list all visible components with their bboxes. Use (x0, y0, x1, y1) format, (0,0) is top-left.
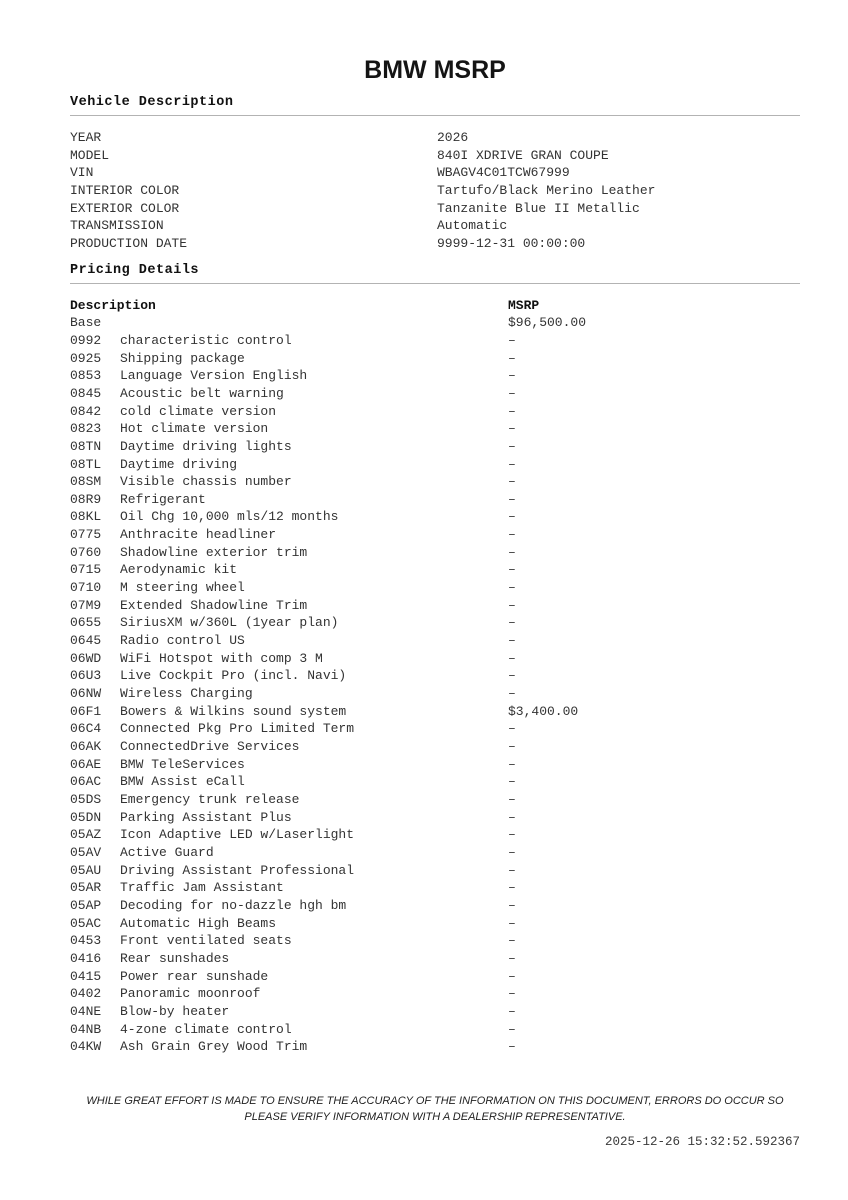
option-code: 0415 (70, 968, 102, 984)
pricing-row (70, 773, 800, 791)
option-description: BMW Assist eCall (120, 774, 245, 790)
pricing-row (70, 809, 800, 827)
vehicle-field-row (70, 217, 800, 235)
option-description: Front ventilated seats (120, 933, 292, 949)
option-msrp-value: – (508, 350, 516, 366)
pricing-details-heading: Pricing Details (70, 262, 200, 278)
option-code: 08KL (70, 509, 102, 525)
option-code: 0655 (70, 615, 102, 631)
vehicle-field-value: Tartufo/Black Merino Leather (437, 182, 656, 198)
disclaimer-text: WHILE GREAT EFFORT IS MADE TO ENSURE THE ACCURACY OF THE INFORMATION ON THIS DOCUMENT, ERRORS DO OCCUR SO PLEASE VERIFY INFORMATION WITH A DEALERSHIP REPRESENTATIVE. (86, 1094, 784, 1123)
option-code: 08TN (70, 438, 102, 454)
option-msrp-value: – (508, 986, 516, 1002)
option-description: Power rear sunshade (120, 968, 269, 984)
option-msrp-value: – (508, 615, 516, 631)
vehicle-field-row (70, 182, 800, 200)
option-msrp-value: – (508, 756, 516, 772)
option-msrp-value: – (508, 491, 516, 507)
option-description: Blow-by heater (120, 1003, 230, 1019)
vehicle-field-row (70, 200, 800, 218)
option-msrp-value: – (508, 950, 516, 966)
option-code: 0992 (70, 332, 102, 348)
option-code: 05AP (70, 897, 102, 913)
pricing-row (70, 314, 800, 332)
option-code: 0845 (70, 385, 102, 401)
vehicle-field-value: Tanzanite Blue II Metallic (437, 200, 640, 216)
option-code: 05AC (70, 915, 102, 931)
option-msrp-value: – (508, 332, 516, 348)
option-code: 04NE (70, 1003, 102, 1019)
option-code: 06AC (70, 774, 102, 790)
option-code: 0715 (70, 562, 102, 578)
vehicle-field-label: TRANSMISSION (70, 218, 164, 234)
option-code: 06AK (70, 739, 102, 754)
option-msrp-value: – (508, 650, 516, 666)
option-msrp-value: – (508, 438, 516, 454)
pricing-row (70, 632, 800, 650)
pricing-row (70, 350, 800, 368)
option-msrp-value: – (508, 809, 516, 825)
option-code: 05AU (70, 862, 102, 878)
pricing-row (70, 738, 800, 756)
vehicle-field-label: INTERIOR COLOR (70, 182, 180, 198)
option-description: Bowers & Wilkins sound system (120, 703, 347, 719)
pricing-table-header (70, 297, 800, 315)
option-msrp-value: – (508, 933, 516, 949)
option-msrp-value: – (508, 403, 516, 419)
option-msrp-value: – (508, 368, 516, 384)
option-description: Hot climate version (120, 421, 269, 437)
option-msrp-value: – (508, 791, 516, 807)
vehicle-field-value: Automatic (437, 218, 508, 234)
option-code: 0402 (70, 986, 102, 1002)
option-description: SiriusXM w/360L (1year plan) (120, 615, 339, 631)
pricing-row (70, 367, 800, 385)
option-description: Icon Adaptive LED w/Laserlight (120, 827, 355, 843)
option-description: M steering wheel (120, 580, 245, 596)
option-msrp-value: – (508, 686, 516, 702)
option-description: Traffic Jam Assistant (120, 880, 284, 896)
option-msrp-value: $96,500.00 (508, 315, 587, 331)
option-msrp-value: – (508, 597, 516, 613)
pricing-row (70, 456, 800, 474)
option-description: Refrigerant (120, 491, 206, 507)
pricing-row (70, 597, 800, 615)
option-msrp-value: $3,400.00 (508, 703, 579, 719)
option-code: 06C4 (70, 721, 102, 737)
option-description (120, 314, 508, 332)
option-code: 0925 (70, 350, 102, 366)
option-msrp-value: – (508, 544, 516, 560)
vehicle-field-row (70, 129, 800, 147)
msrp-column-header: MSRP (508, 297, 540, 313)
option-msrp-value: – (508, 580, 516, 596)
option-code: 0453 (70, 933, 102, 949)
option-description: Wireless Charging (120, 686, 253, 702)
option-code: 0710 (70, 580, 102, 596)
option-code: 08R9 (70, 491, 102, 507)
option-code: 05AZ (70, 827, 102, 843)
pricing-row (70, 1021, 800, 1039)
option-description: Ash Grain Grey Wood Trim (120, 1039, 308, 1055)
option-code: 0823 (70, 421, 102, 437)
option-code: 05DN (70, 809, 102, 825)
pricing-row (70, 703, 800, 721)
pricing-row (70, 950, 800, 968)
option-code: Base (70, 315, 102, 331)
option-description: 4-zone climate control (120, 1021, 292, 1037)
pricing-row (70, 508, 800, 526)
option-description: Oil Chg 10,000 mls/12 months (120, 509, 339, 525)
option-code: 07M9 (70, 597, 102, 613)
pricing-row (70, 879, 800, 897)
option-msrp-value: – (508, 456, 516, 472)
option-code: 04KW (70, 1039, 102, 1055)
option-description: Automatic High Beams (120, 915, 277, 931)
option-description: Acoustic belt warning (120, 385, 284, 401)
vehicle-field-row (70, 164, 800, 182)
generation-timestamp: 2025-12-26 15:32:52.592367 (604, 1134, 800, 1149)
option-msrp-value: – (508, 1021, 516, 1037)
pricing-row (70, 526, 800, 544)
option-description: Connected Pkg Pro Limited Term (120, 721, 355, 737)
pricing-table (70, 314, 800, 1056)
pricing-row (70, 1003, 800, 1021)
option-code: 05AR (70, 880, 102, 896)
option-msrp-value: – (508, 827, 516, 843)
vehicle-field-row (70, 235, 800, 253)
vehicle-field-value: 9999-12-31 00:00:00 (437, 235, 586, 251)
option-description: Live Cockpit Pro (incl. Navi) (120, 668, 347, 684)
page-title: BMW MSRP (364, 56, 506, 84)
option-code: 05DS (70, 791, 102, 807)
option-msrp-value: – (508, 633, 516, 649)
pricing-row (70, 667, 800, 685)
vehicle-field-value: WBAGV4C01TCW67999 (437, 165, 570, 181)
option-description: Language Version English (120, 368, 308, 384)
option-code: 06WD (70, 650, 102, 666)
option-description: Driving Assistant Professional (120, 862, 355, 878)
option-msrp-value: – (508, 509, 516, 525)
option-code: 06AE (70, 756, 102, 772)
pricing-row (70, 403, 800, 421)
pricing-row (70, 985, 800, 1003)
option-code: 06U3 (70, 668, 102, 684)
pricing-row (70, 473, 800, 491)
option-code: 08TL (70, 456, 102, 472)
option-msrp-value: – (508, 527, 516, 543)
pricing-row (70, 844, 800, 862)
pricing-row (70, 968, 800, 986)
description-column-header: Description (70, 297, 156, 313)
option-code: 0842 (70, 403, 102, 419)
option-description: Rear sunshades (120, 950, 230, 966)
option-msrp-value: – (508, 1003, 516, 1019)
option-description: Shadowline exterior trim (120, 544, 308, 560)
option-description: characteristic control (120, 332, 292, 348)
pricing-row (70, 438, 800, 456)
pricing-row (70, 862, 800, 880)
pricing-row (70, 1038, 800, 1056)
option-msrp-value: – (508, 668, 516, 684)
pricing-row (70, 385, 800, 403)
option-msrp-value: – (508, 474, 516, 490)
vehicle-field-label: MODEL (70, 147, 110, 163)
option-msrp-value: – (508, 739, 516, 754)
pricing-row (70, 561, 800, 579)
pricing-section-divider (70, 283, 800, 284)
option-description: Daytime driving lights (120, 438, 292, 454)
pricing-row (70, 685, 800, 703)
pricing-row (70, 614, 800, 632)
option-code: 0416 (70, 950, 102, 966)
option-msrp-value: – (508, 844, 516, 860)
vehicle-field-label: EXTERIOR COLOR (70, 200, 180, 216)
option-description: BMW TeleServices (120, 756, 245, 772)
option-description: ConnectedDrive Services (120, 739, 300, 754)
pricing-row (70, 332, 800, 350)
pricing-row (70, 915, 800, 933)
option-code: 0775 (70, 527, 102, 543)
option-description: cold climate version (120, 403, 277, 419)
option-description: Active Guard (120, 844, 214, 860)
pricing-row (70, 420, 800, 438)
vehicle-field-value: 840I XDRIVE GRAN COUPE (437, 147, 609, 163)
option-code: 06NW (70, 686, 102, 702)
vehicle-section-divider (70, 115, 800, 116)
option-code: 05AV (70, 844, 102, 860)
pricing-row (70, 897, 800, 915)
vehicle-field-label: VIN (70, 165, 94, 181)
pricing-row (70, 720, 800, 738)
option-code: 06F1 (70, 703, 102, 719)
vehicle-field-label: PRODUCTION DATE (70, 235, 188, 251)
pricing-row (70, 826, 800, 844)
pricing-row (70, 650, 800, 668)
option-description: Anthracite headliner (120, 527, 277, 543)
option-msrp-value: – (508, 915, 516, 931)
option-description: WiFi Hotspot with comp 3 M (120, 650, 323, 666)
option-description: Radio control US (120, 633, 245, 649)
option-msrp-value: – (508, 774, 516, 790)
option-msrp-value: – (508, 968, 516, 984)
option-description: Decoding for no-dazzle hgh bm (120, 897, 347, 913)
pricing-row (70, 932, 800, 950)
vehicle-field-label: YEAR (70, 130, 102, 145)
option-msrp-value: – (508, 385, 516, 401)
option-msrp-value: – (508, 880, 516, 896)
pricing-row (70, 579, 800, 597)
vehicle-description-heading: Vehicle Description (70, 95, 234, 110)
option-description: Shipping package (120, 350, 245, 366)
option-msrp-value: – (508, 1039, 516, 1055)
option-description: Panoramic moonroof (120, 986, 261, 1002)
option-description: Parking Assistant Plus (120, 809, 292, 825)
option-description: Aerodynamic kit (120, 562, 238, 578)
option-code: 0645 (70, 633, 102, 649)
option-code: 08SM (70, 474, 102, 490)
vehicle-description-table (70, 129, 800, 253)
option-msrp-value: – (508, 421, 516, 437)
option-description: Extended Shadowline Trim (120, 597, 308, 613)
pricing-row (70, 544, 800, 562)
option-msrp-value: – (508, 562, 516, 578)
pricing-row (70, 491, 800, 509)
option-msrp-value: – (508, 721, 516, 737)
pricing-row (70, 756, 800, 774)
option-code: 04NB (70, 1021, 102, 1037)
option-code: 0760 (70, 544, 102, 560)
vehicle-field-value: 2026 (437, 130, 469, 145)
option-description: Visible chassis number (120, 474, 292, 490)
option-msrp-value: – (508, 862, 516, 878)
vehicle-field-row (70, 147, 800, 165)
option-description: Daytime driving (120, 456, 238, 472)
option-msrp-value: – (508, 897, 516, 913)
option-code: 0853 (70, 368, 102, 384)
option-description: Emergency trunk release (120, 791, 300, 807)
pricing-row (70, 791, 800, 809)
